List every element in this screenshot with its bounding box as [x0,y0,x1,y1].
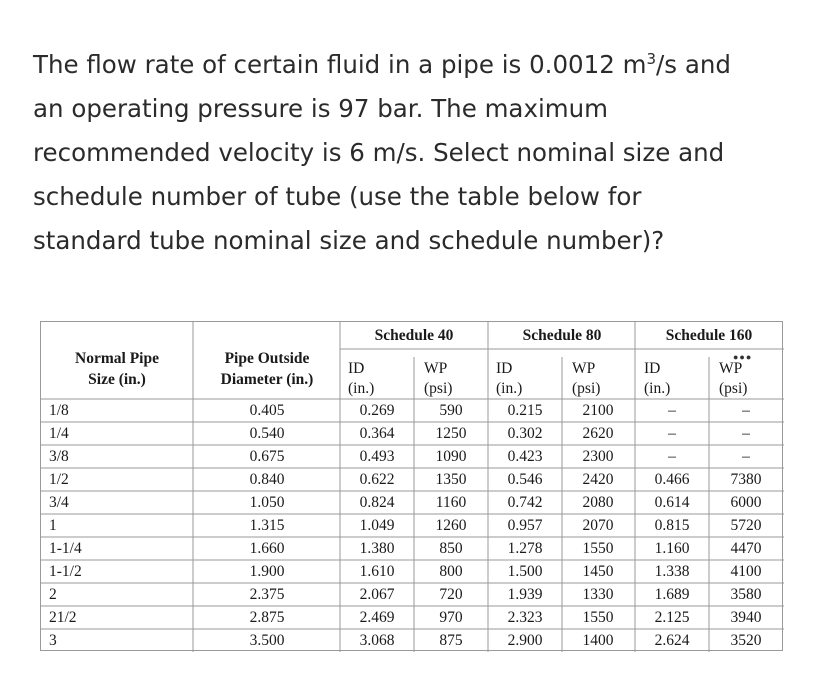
cell-s80-id: 2.323 [507,609,543,626]
cell-s80-id: 1.500 [507,563,543,580]
cell-nominal-size: 3/8 [49,448,69,465]
cell-s160-wp: – [742,448,750,465]
cell-nominal-size: 1/2 [49,471,69,488]
header-schedule-160: Schedule 160 [665,327,753,344]
cell-s80-wp: 2080 [582,494,614,511]
cell-s80-id: 2.900 [507,632,543,649]
cell-s40-wp: 720 [439,586,463,603]
cell-s40-wp: 1260 [435,517,467,534]
cell-outside-diameter: 0.405 [249,402,285,419]
cell-s40-wp: 800 [439,563,463,580]
cell-s40-wp: 1160 [435,494,467,511]
cell-s160-id: 1.338 [654,563,690,580]
cell-outside-diameter: 0.840 [249,471,285,488]
question-line-3: recommended velocity is 6 m/s. Select nominal size and [33,138,725,167]
cell-nominal-size: 3/4 [49,494,69,511]
cell-s40-id: 3.068 [359,632,395,649]
cell-s160-wp: 4100 [730,563,762,580]
question-line-1: The flow rate of certain fluid in a pipe is 0.0012 $m^3/s$ and [33,50,731,79]
cell-s160-wp: 7380 [730,471,762,488]
cell-s160-id: 0.815 [654,517,690,534]
cell-nominal-size: 1/4 [49,425,69,442]
cell-outside-diameter: 2.375 [249,586,285,603]
cell-s40-id: 0.824 [359,494,395,511]
cell-s80-id: 0.957 [507,517,543,534]
cell-s160-id: 2.125 [654,609,690,626]
cell-s160-id: 1.689 [654,586,690,603]
cell-s40-wp: 1250 [435,425,467,442]
cell-nominal-size: 3 [49,632,57,649]
cell-s40-id: 1.380 [359,540,395,557]
cell-s80-wp: 2300 [582,448,614,465]
header-nominal-size: Normal Pipe Size (in.) [75,350,159,388]
cell-s80-id: 1.939 [507,586,543,603]
cell-s40-id: 0.269 [359,402,395,419]
cell-s160-wp: 6000 [730,494,762,511]
question-text [33,43,793,263]
cell-s160-wp: 3520 [730,632,762,649]
cell-s160-wp: – [742,425,750,442]
cell-outside-diameter: 0.675 [249,448,285,465]
cell-nominal-size: 2 [49,586,57,603]
cell-s80-id: 0.742 [507,494,543,511]
header-schedule-80: Schedule 80 [522,327,602,344]
cell-s80-wp: 2070 [582,517,614,534]
cell-outside-diameter: 1.050 [249,494,285,511]
cell-s40-id: 0.622 [359,471,395,488]
cell-s80-wp: 2100 [582,402,614,419]
cell-s80-id: 0.423 [507,448,543,465]
cell-s160-id: – [668,425,676,442]
cell-s40-id: 2.469 [359,609,395,626]
cell-outside-diameter: 1.660 [249,540,285,557]
cell-s40-wp: 850 [439,540,463,557]
subheader-s160-wp: WP (psi) [719,360,748,397]
cell-s80-id: 0.546 [507,471,543,488]
pipe-schedule-table [40,321,783,651]
subheader-s40-id: ID (in.) [348,360,375,397]
cell-nominal-size: 1 [49,517,57,534]
subheader-s80-wp: WP (psi) [572,360,601,397]
cell-s160-wp: – [742,402,750,419]
cell-outside-diameter: 0.540 [249,425,285,442]
cell-s160-id: 1.160 [654,540,690,557]
cell-s40-wp: 1350 [435,471,467,488]
cell-outside-diameter: 1.900 [249,563,285,580]
cell-s80-wp: 1330 [582,586,614,603]
cell-s40-id: 1.610 [359,563,395,580]
question-line-5: standard tube nominal size and schedule number)? [33,226,665,255]
cell-outside-diameter: 1.315 [249,517,285,534]
cell-s80-wp: 1550 [582,540,614,557]
cell-s40-wp: 970 [439,609,463,626]
overflow-dots-icon: ●●● [733,352,753,362]
cell-outside-diameter: 2.875 [249,609,285,626]
subheader-s160-id: ID (in.) [644,360,671,397]
cell-s40-id: 0.493 [359,448,395,465]
header-outside-diameter: Pipe Outside Diameter (in.) [220,350,314,388]
cell-s80-wp: 2620 [582,425,614,442]
cell-s40-id: 2.067 [359,586,395,603]
cell-nominal-size: 1-1/4 [49,540,82,557]
cell-s160-id: – [668,448,676,465]
cell-s40-wp: 590 [439,402,463,419]
cell-s160-wp: 3940 [730,609,762,626]
cell-s160-id: 0.614 [654,494,690,511]
cell-s80-id: 0.302 [507,425,543,442]
subheader-s40-wp: WP (psi) [424,360,453,397]
cell-s160-wp: 3580 [730,586,762,603]
header-schedule-40: Schedule 40 [374,327,454,344]
cell-s40-id: 0.364 [359,425,395,442]
cell-s40-id: 1.049 [359,517,395,534]
cell-s40-wp: 1090 [435,448,467,465]
cell-nominal-size: 21/2 [49,609,77,626]
cell-s160-wp: 5720 [730,517,762,534]
question-line-4: schedule number of tube (use the table below for [33,182,642,211]
cell-nominal-size: 1-1/2 [49,563,82,580]
cell-s160-wp: 4470 [730,540,762,557]
cell-s80-id: 0.215 [507,402,543,419]
subheader-s80-id: ID (in.) [496,360,523,397]
cell-s80-wp: 1550 [582,609,614,626]
cell-s40-wp: 875 [439,632,463,649]
cell-s80-id: 1.278 [507,540,543,557]
cell-outside-diameter: 3.500 [249,632,285,649]
cell-s160-id: 2.624 [654,632,690,649]
cell-s80-wp: 2420 [582,471,614,488]
cell-s80-wp: 1400 [582,632,614,649]
cell-s80-wp: 1450 [582,563,614,580]
cell-s160-id: – [668,402,676,419]
cell-nominal-size: 1/8 [49,402,69,419]
question-line-2: an operating pressure is 97 bar. The maximum [33,94,609,123]
cell-s160-id: 0.466 [654,471,690,488]
